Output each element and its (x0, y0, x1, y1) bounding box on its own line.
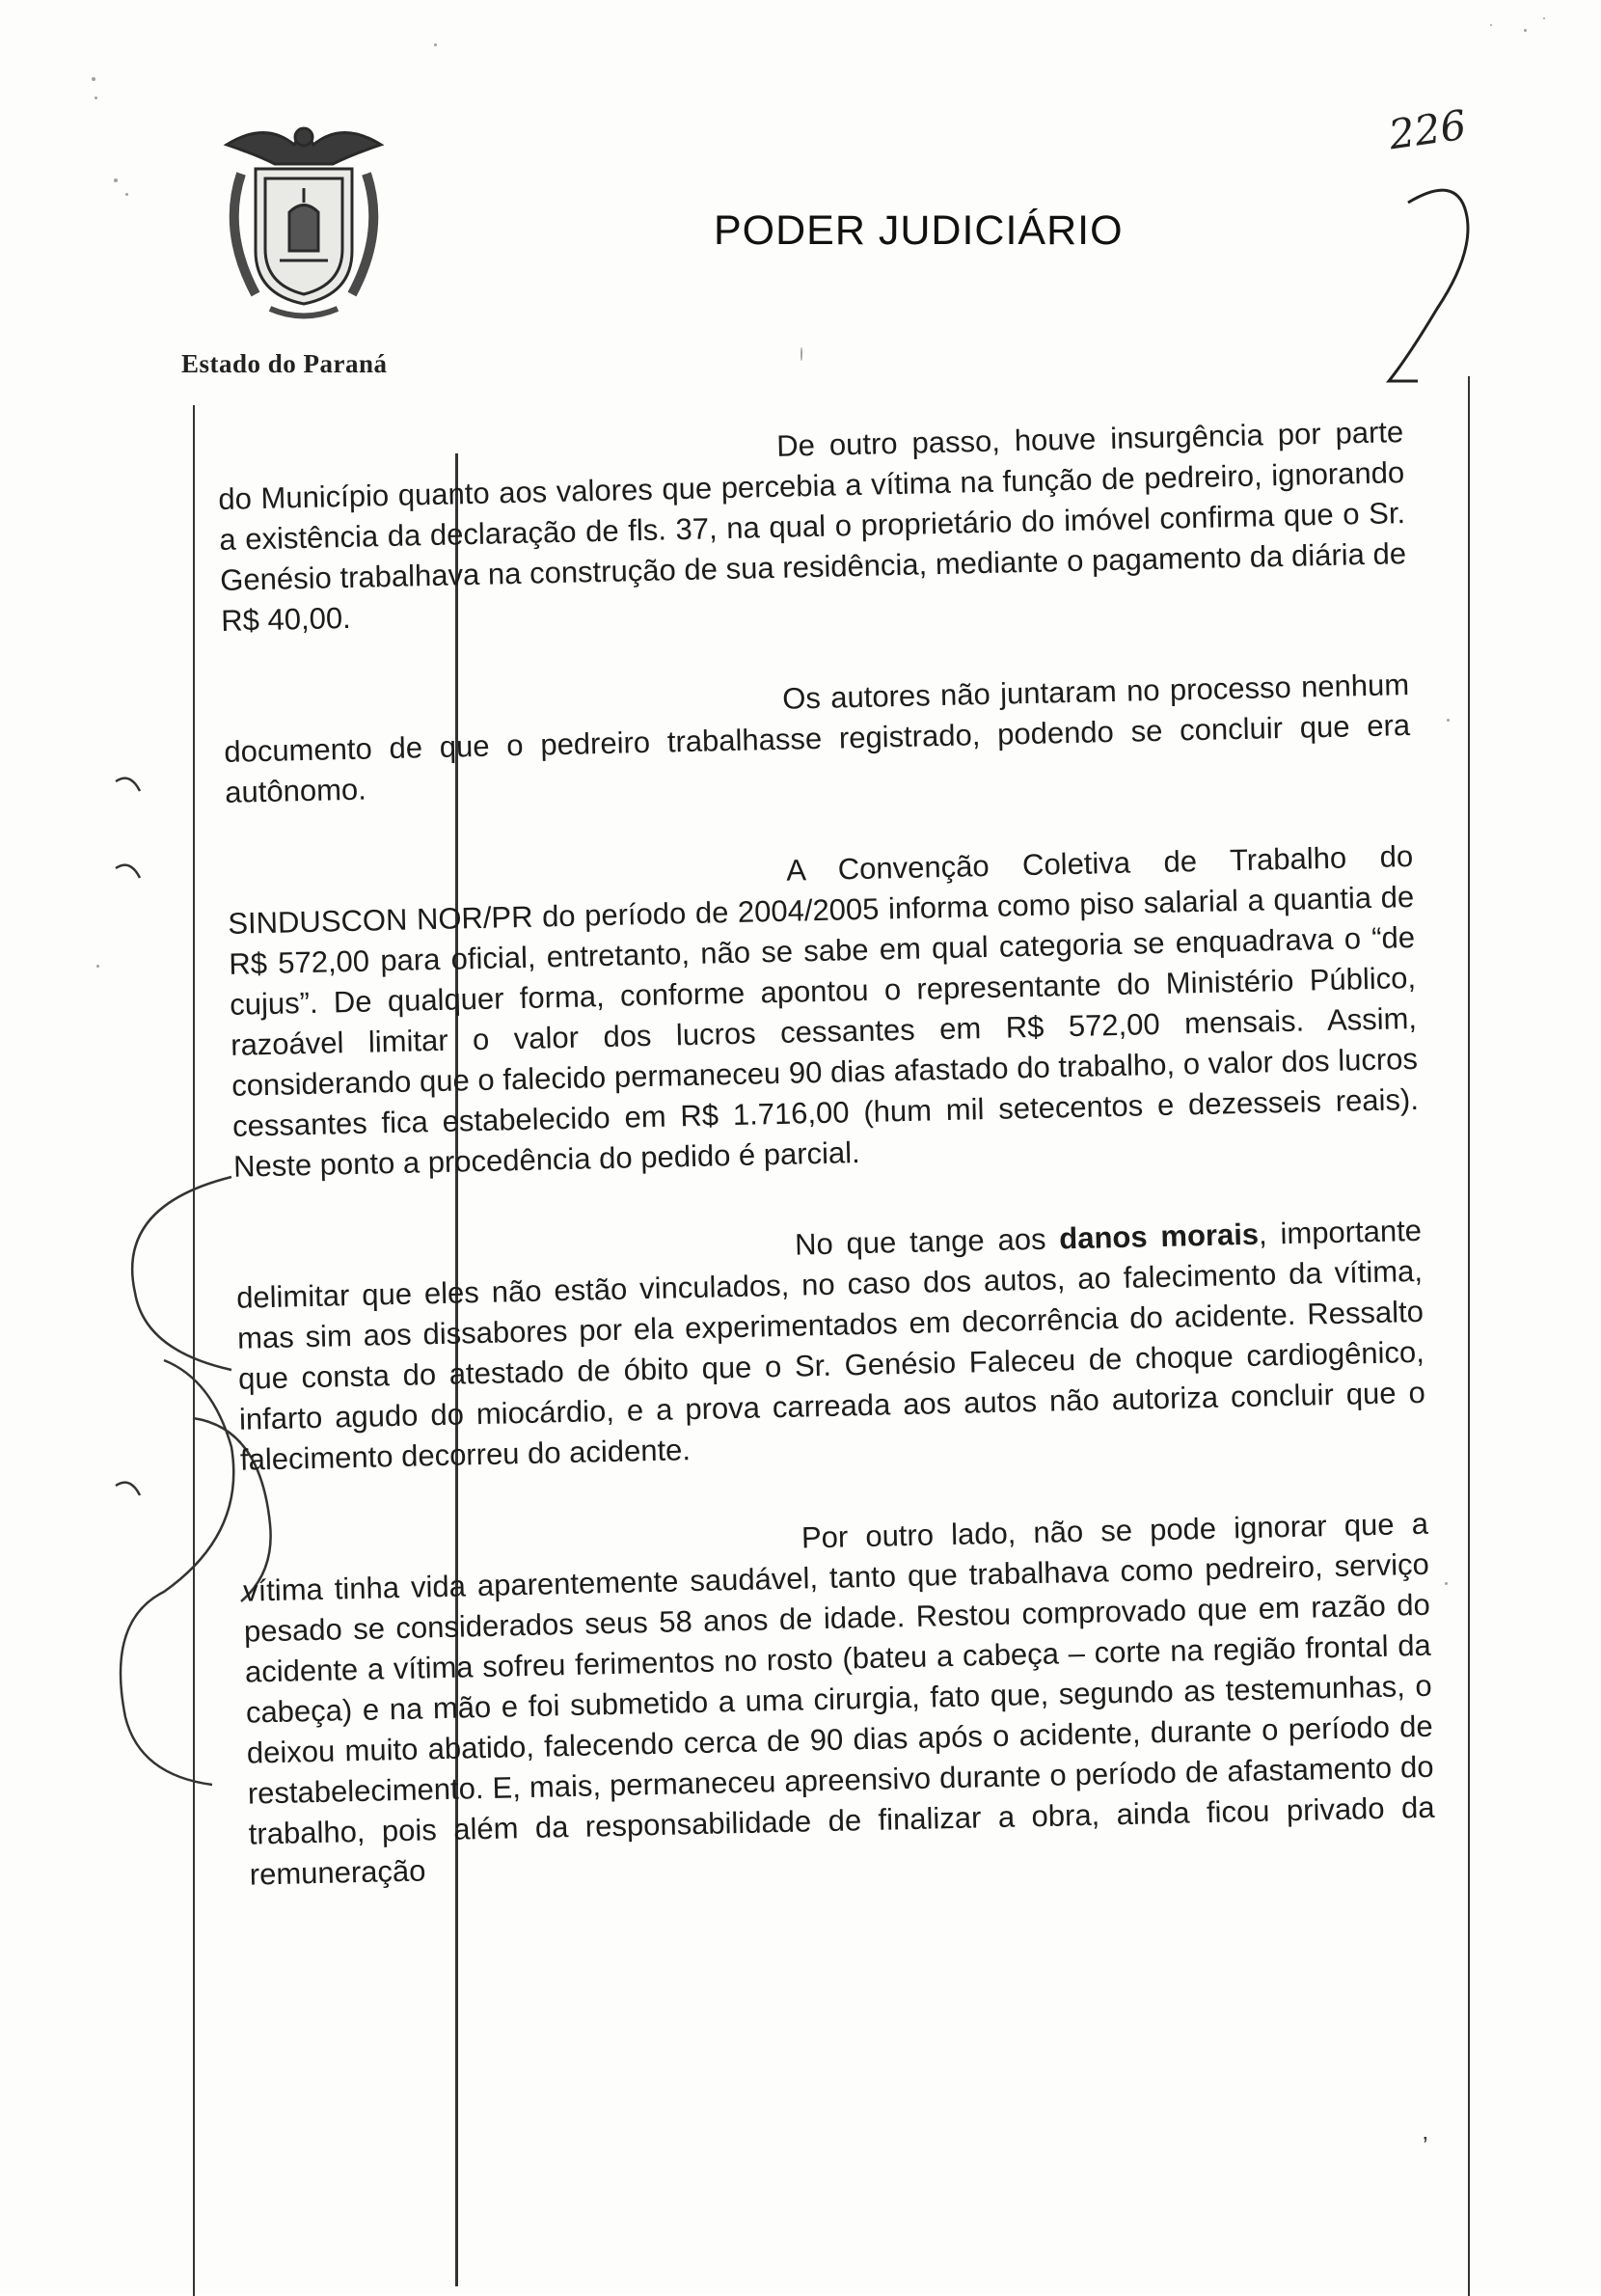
scan-speckle (434, 43, 437, 46)
scan-speckle (800, 347, 802, 361)
scan-speckle (1447, 719, 1450, 722)
scan-speckle (1543, 17, 1545, 19)
scan-tick-mark: ʼ (1423, 2132, 1428, 2161)
coat-of-arms-icon (188, 106, 420, 338)
page-title: PODER JUDICIÁRIO (714, 207, 1124, 254)
scan-speckle (1490, 24, 1492, 26)
scan-speckle (114, 178, 118, 182)
page-number-mark: 226 (1385, 100, 1470, 159)
state-label: Estado do Paraná (181, 349, 388, 378)
right-margin-rule (1468, 376, 1470, 2296)
scan-speckle (92, 77, 95, 81)
paragraph-vida-saudavel: Por outro lado, não se pode ignorar que a vítima tinha vida aparentemente saudável, tanto que trabalhava como pedreiro, serviço pesado se considerados seus 58 anos de idade. Restou comprovado que em razão do acidente a vítima sofreu ferimentos no rosto (bateu a cabeça – corte na região frontal da cabeça) e na mão e foi submetido a uma cirurgia, fato que, segundo as testemunhas, o deixou muito abatido, falecendo cerca de 90 dias após o acidente, durante o período de restabelecimento. E, mais, permaneceu apreensivo durante o período de afastamento do trabalho, pois além da responsabilidade de finalizar a obra, ainda ficou privado da remuneração (242, 1506, 1435, 1892)
scan-speckle (95, 96, 97, 99)
danos-morais-text: , importante delimitar que eles não estão vinculados, no caso dos autos, ao falecimento da vítima, mas sim aos dissabores por ela experimentados em decorrência do acidente. Ressalto que consta do atestado de óbito que o Sr. Genésio Faleceu de choque cardiogênico, infarto agudo do miocárdio, e a prova carreada aos autos não autoriza concluir que o falecimento decorreu do acidente. (235, 1213, 1426, 1477)
paragraph-autonomo: Os autores não juntaram no processo nenhum documento de que o pedreiro trabalhasse registrado, podendo se concluir que era autônomo. (223, 668, 1411, 809)
paragraph-convencao-coletiva: A Convenção Coletiva de Trabalho do SINDUSCON NOR/PR do período de 2004/2005 informa como piso salarial a quantia de R$ 572,00 para oficial, entretanto, não se sabe em qual categoria se enquadrava o “de cujus”. De qualquer forma, conforme apontou o representante do Ministério Público, razoável limitar o valor dos lucros cessantes em R$ 572,00 mensais. Assim, considerando que o falecido permaneceu 90 dias afastado do trabalho, o valor dos lucros cessantes fica estabelecido em R$ 1.716,00 (hum mil setecentos e dezesseis reais). Neste ponto a procedência do pedido é parcial. (228, 838, 1420, 1184)
scan-speckle (1524, 29, 1527, 32)
scan-speckle (125, 193, 128, 196)
danos-morais-lead: No que tange aos (794, 1221, 1060, 1262)
danos-morais-bold: danos morais (1058, 1216, 1260, 1256)
paragraph-insurgencia: De outro passo, houve insurgência por parte do Município quanto aos valores que percebia a vítima na função de pedreiro, ignorando a existência da declaração de fls. 37, na qual o proprietário do imóvel confirma que o Sr. Genésio trabalhava na construção de sua residência, mediante o pagamento da diária de R$ 40,00. (218, 415, 1407, 638)
signature-mark-icon (1350, 174, 1485, 396)
document-body (217, 412, 1437, 1946)
scan-speckle (1445, 1582, 1448, 1585)
paragraph-danos-morais (235, 1211, 1426, 1481)
